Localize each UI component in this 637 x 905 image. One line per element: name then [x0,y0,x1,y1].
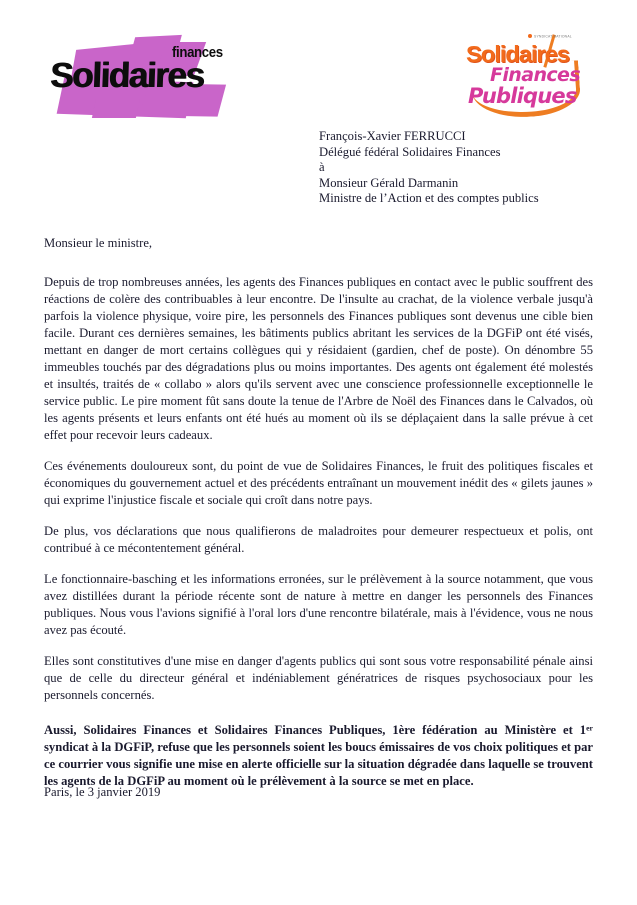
union-national-label: SYNDICAT NATIONAL [528,34,572,39]
salutation: Monsieur le ministre, [44,236,153,250]
address-line-sender-name: François-Xavier FERRUCCI [319,129,466,143]
letterhead [0,0,637,125]
letter-body [44,235,593,804]
paragraph-3: De plus, vos déclarations que nous qualifierons de maladroites pour demeurer respectueux et polis, ont contribué à ce mécontentement général. [44,524,593,555]
address-line-sender-role: Délégué fédéral Solidaires Finances [319,144,501,159]
logo-right-line2: Finances [490,64,581,86]
address-line-to: à [319,160,325,174]
paragraph-6-demand [44,722,593,790]
address-line-recipient-role: Ministre de l’Action et des comptes publics [319,191,539,205]
paragraph-5: Elles sont constitutives d'une mise en danger d'agents publics qui sont sous votre responsabilité pénale ainsi que de celle du directeur général et indéniablement génératrices de risques psychosociaux pour les personnels concernés. [44,654,593,702]
paragraph-6-part2: syndicat à la DGFiP, refuse que les personnels soient les boucs émissaires de vos choix politiques et par ce courrier vous signifie une mise en alerte officielle sur la situation dégradée dans laquelle se trouvent les agents de la DGFiP au moment où le prélèvement à la source se met en place. [44,740,594,788]
solidaires-finances-logo [48,32,238,120]
paragraph-6-part1: Aussi, Solidaires Finances et Solidaires Finances Publiques, 1ère fédération au Ministère et 1 [44,723,587,737]
logo-right-main-word: Solidaires [466,41,569,67]
logo-left-main-word: Solidaires [49,56,204,95]
ordinal-superscript: er [586,723,593,733]
paragraph-2: Ces événements douloureux sont, du point de vue de Solidaires Finances, le fruit des politiques fiscales et économiques du gouvernement actuel et des précédents entraînant un mouvement inédit des « gilets jaunes » qui exprime l'injustice fiscale et sociale qui croît dans notre pays. [44,459,593,507]
paragraph-4: Le fonctionnaire-basching et les informations erronées, sur le prélèvement à la source notamment, que vous avez distillées durant la période récente sont de nature à mettre en danger les personnels des Finances publiques. Nous vous l'avions signifié à l'oral lors d'une rencontre bilatérale, mais à l'évidence, vous ne nous avez pas écouté. [44,572,593,637]
logo-right-line3: Publiques [468,84,577,108]
logo-left-secondary-word: finances [172,44,223,61]
brush-stroke-decoration [92,98,140,118]
solidaires-finances-publiques-logo [466,30,596,120]
address-block [319,129,609,207]
address-line-recipient: Monsieur Gérald Darmanin [319,175,459,190]
closing-date: Paris, le 3 janvier 2019 [44,785,161,799]
paragraph-1: Depuis de trop nombreuses années, les agents des Finances publiques en contact avec le public souffrent des réactions de colère des contribuables à leur encontre. De l'insulte au crachat, de la violence verbale jusqu'à parfois la violence physique, voire pire, les personnels des Finances publiques sont devenus une cible bien facile. Durant ces dernières semaines, les bâtiments publics abritant les services de la DGFiP ont été visés, mettant en danger de mort certains collègues qui y résidaient (gardien, chef de poste). On dénombre 55 immeubles touchés par des dégradations plus ou moins importantes. Des agents ont également été molestés et insultés, traités de « collabo » alors qu'ils servent avec une conscience professionnelle exceptionnelle le service public. Le pire moment fût sans doute la tenue de l'Arbre de Noël des Finances dans le Calvados, où les agents présents et leurs enfants ont été hués au moment où ils se déplaçaient dans la salle prévue à cet effet pour recevoir leurs cadeaux. [44,275,593,442]
